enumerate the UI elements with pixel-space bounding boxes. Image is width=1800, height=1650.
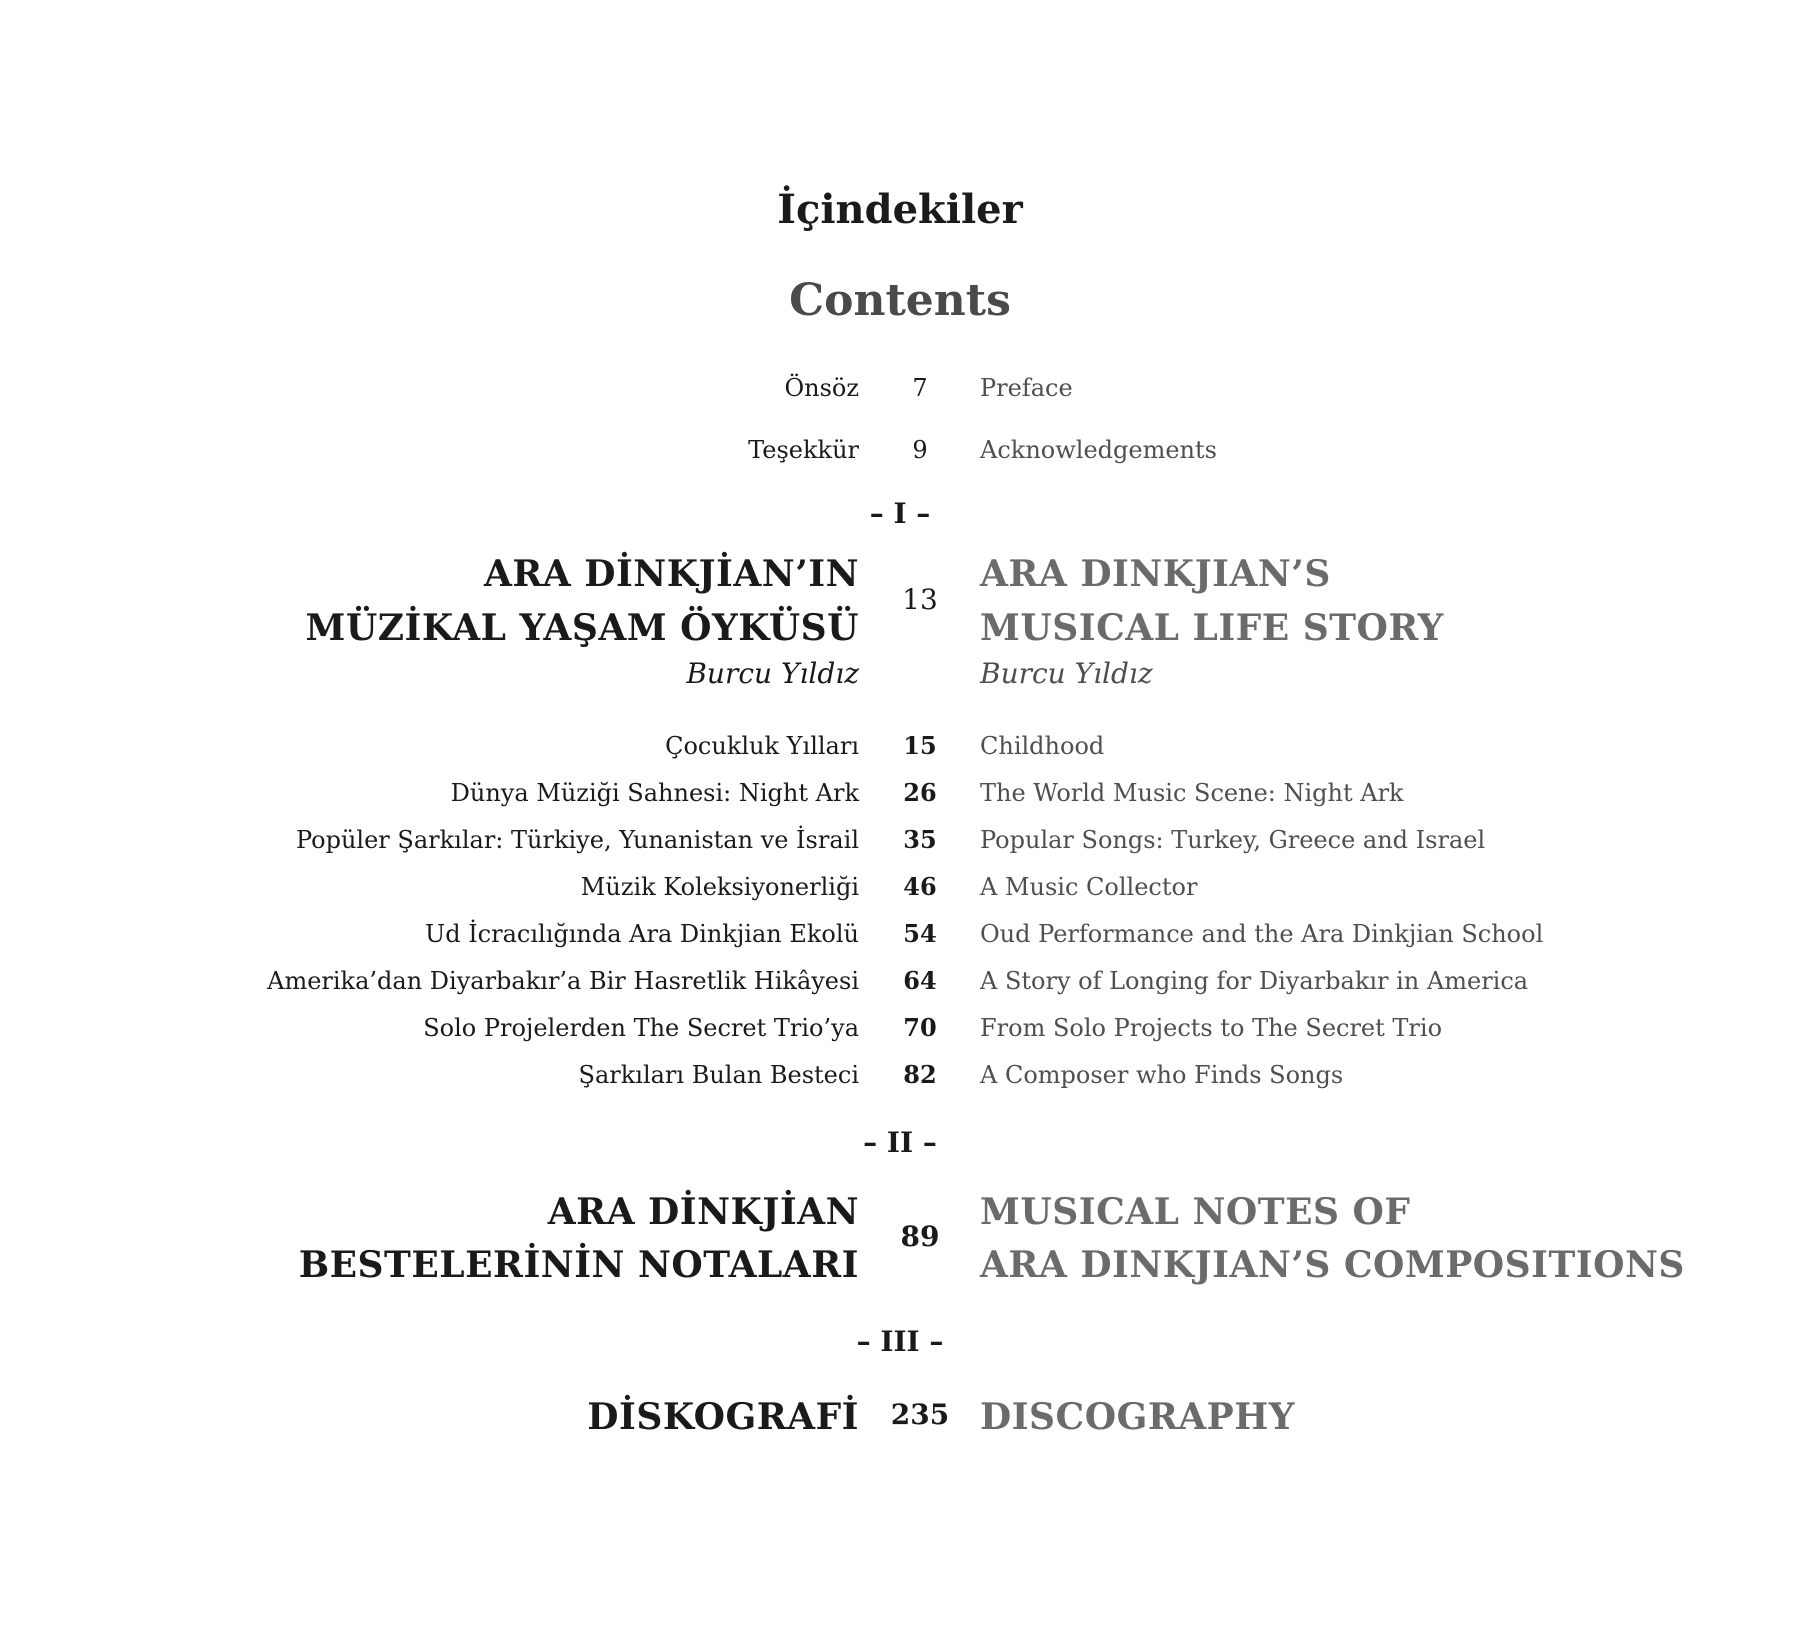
chapter-title-en: Oud Performance and the Ara Dinkjian School: [980, 920, 1544, 948]
part-title-en-line2: ARA DINKJIAN’S COMPOSITIONS: [980, 1244, 1685, 1286]
part-title-en-line1: ARA DINKJIAN’S: [980, 553, 1331, 595]
chapter-page: 26: [903, 778, 937, 807]
chapter-page: 54: [903, 919, 937, 948]
part-title-tr-line1: ARA DİNKJİAN’IN: [483, 553, 859, 595]
chapter-title-en: Childhood: [980, 732, 1105, 760]
part-page-number: 235: [890, 1398, 950, 1431]
chapter-title-tr: Şarkıları Bulan Besteci: [578, 1061, 859, 1089]
chapter-title-tr: Solo Projelerden The Secret Trio’ya: [423, 1014, 859, 1042]
author-tr: Burcu Yıldız: [686, 657, 859, 690]
chapter-title-en: A Music Collector: [980, 873, 1198, 901]
part-title-tr-line2: MÜZİKAL YAŞAM ÖYKÜSÜ: [305, 607, 859, 649]
part-title-en-line2: MUSICAL LIFE STORY: [980, 607, 1444, 649]
part-page-number: 89: [900, 1220, 940, 1253]
part-title-tr-line2: BESTELERİNİN NOTALARI: [298, 1244, 859, 1286]
chapter-title-tr: Popüler Şarkılar: Türkiye, Yunanistan ve İsrail: [295, 826, 859, 854]
part-page-number: 13: [902, 583, 938, 616]
entry-title-en: Preface: [980, 374, 1073, 402]
chapter-page: 15: [903, 731, 937, 760]
entry-title-tr: Teşekkür: [748, 436, 859, 464]
part-title-en-line1: MUSICAL NOTES OF: [980, 1191, 1411, 1233]
chapter-title-en: From Solo Projects to The Secret Trio: [980, 1014, 1443, 1042]
page-number: 9: [912, 436, 928, 464]
chapter-title-tr: Müzik Koleksiyonerliği: [580, 873, 859, 901]
part-title-tr: DİSKOGRAFİ: [587, 1396, 859, 1438]
page-title-en: Contents: [789, 275, 1011, 326]
chapter-title-tr: Amerika’dan Diyarbakır’a Bir Hasretlik Hikâyesi: [267, 967, 859, 995]
chapter-page: 82: [903, 1060, 937, 1089]
part-title-en: DISCOGRAPHY: [980, 1396, 1295, 1438]
chapter-title-en: A Story of Longing for Diyarbakır in America: [980, 967, 1529, 995]
chapter-title-tr: Ud İcracılığında Ara Dinkjian Ekolü: [424, 920, 859, 948]
chapter-page: 70: [903, 1013, 937, 1042]
chapter-title-tr: Dünya Müziği Sahnesi: Night Ark: [450, 779, 859, 807]
chapter-title-en: A Composer who Finds Songs: [980, 1061, 1344, 1089]
chapter-title-en: The World Music Scene: Night Ark: [980, 779, 1404, 807]
part-marker-2: – II –: [863, 1126, 937, 1159]
part-title-tr-line1: ARA DİNKJİAN: [547, 1191, 859, 1233]
chapter-title-tr: Çocukluk Yılları: [665, 732, 859, 760]
chapter-page: 35: [903, 825, 937, 854]
author-en: Burcu Yıldız: [980, 657, 1153, 690]
chapter-page: 64: [903, 966, 937, 995]
page-number: 7: [912, 374, 928, 402]
entry-title-en: Acknowledgements: [980, 436, 1217, 464]
chapter-title-en: Popular Songs: Turkey, Greece and Israel: [980, 826, 1486, 854]
part-marker-3: – III –: [856, 1325, 944, 1358]
entry-title-tr: Önsöz: [784, 374, 859, 402]
part-marker-1: – I –: [869, 497, 931, 530]
page-title-tr: İçindekiler: [777, 186, 1023, 233]
chapter-page: 46: [903, 872, 937, 901]
